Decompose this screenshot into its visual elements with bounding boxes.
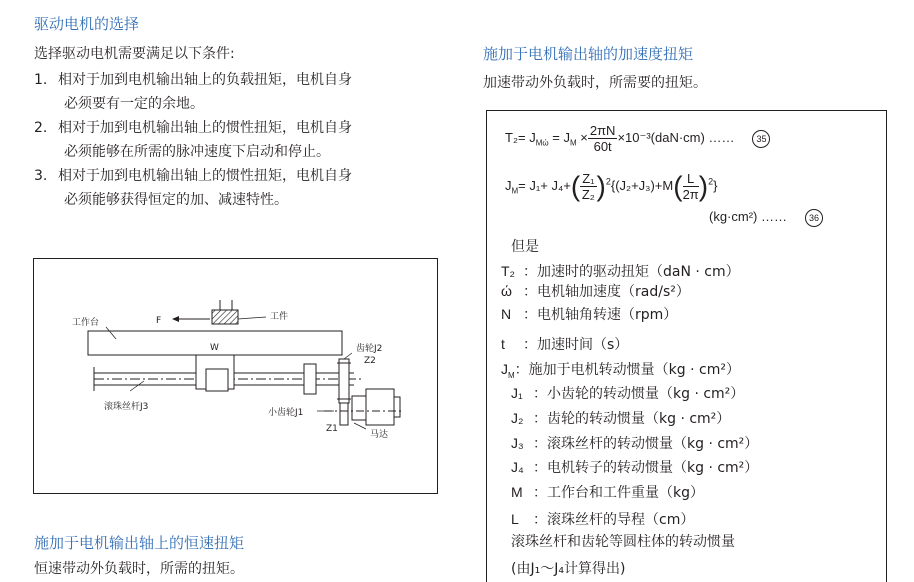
def-symbol-wrap xyxy=(501,361,515,380)
item-text: 相对于加到电机输出轴上的负载扭矩，电机自身 xyxy=(58,72,352,88)
f1-tail: ×10⁻³(daN·cm) …… xyxy=(617,129,735,145)
def-symbol: N xyxy=(501,306,512,322)
equation-number-36: 36 xyxy=(805,209,823,227)
def-text: ：小齿轮的转动惯量（kg · cm²） xyxy=(533,386,745,402)
item-number: 2. xyxy=(34,120,48,136)
def-n xyxy=(501,304,677,324)
diagram-svg xyxy=(34,259,437,493)
item-number: 3. xyxy=(34,168,48,184)
f1-lhs: T₂= J xyxy=(505,129,536,145)
f1-mid-sub: M xyxy=(569,138,577,148)
f2-unit: (kg·cm²) …… xyxy=(709,209,787,224)
def-m xyxy=(511,482,704,502)
list-item xyxy=(34,68,454,116)
def-text: ：加速时的驱动扭矩（daN · cm） xyxy=(523,264,740,280)
conditions-list xyxy=(34,68,454,212)
def-t2 xyxy=(501,261,740,281)
def-text: ：施加于电机转动惯量（kg · cm²） xyxy=(514,362,740,378)
section-heading-constant-torque: 施加于电机输出轴上的恒速扭矩 xyxy=(34,534,245,552)
f2-z-den: Z₂ xyxy=(581,187,595,202)
f2-lhs-sub: M xyxy=(511,186,519,196)
f2-close: } xyxy=(713,177,718,193)
label-gear-j2: 齿轮J2 xyxy=(356,344,383,354)
def-symbol: J₄ xyxy=(511,459,524,475)
def-symbol: J xyxy=(501,361,508,377)
f2-sq: 2 xyxy=(605,176,611,187)
def-text: ：加速时间（s） xyxy=(523,337,629,353)
intro-text: 选择驱动电机需要满足以下条件: xyxy=(34,46,235,62)
footer-note-2: (由J₁～J₄计算得出) xyxy=(511,561,626,577)
equation-number-35: 35 xyxy=(752,130,770,148)
motor-shape xyxy=(366,389,394,425)
def-text: ：滚珠丝杆的导程（cm） xyxy=(533,512,695,528)
f1-frac-den: 60t xyxy=(593,139,612,154)
def-symbol: T₂ xyxy=(501,263,515,279)
label-weight: W xyxy=(210,343,219,353)
def-text: ：工作台和工件重量（kg） xyxy=(533,485,704,501)
def-text: ：电机轴加速度（rad/s²） xyxy=(523,284,690,300)
formula-35 xyxy=(505,123,770,154)
label-motor: 马达 xyxy=(370,430,389,440)
def-j1 xyxy=(511,383,744,403)
label-worktable: 工作台 xyxy=(72,318,100,328)
def-l xyxy=(511,509,694,529)
f1-lhs-sub: M xyxy=(535,138,543,148)
item-text-cont: 必须能够获得恒定的加、减速特性。 xyxy=(64,192,288,208)
def-symbol: L xyxy=(511,511,519,527)
label-z1: Z1 xyxy=(326,424,338,434)
def-text: ：电机轴角转速（rpm） xyxy=(523,307,678,323)
item-text: 相对于加到电机输出轴上的惯性扭矩，电机自身 xyxy=(58,168,352,184)
mechanism-diagram xyxy=(33,258,438,494)
item-text-cont: 必须要有一定的余地。 xyxy=(64,96,204,112)
def-jm xyxy=(501,359,740,380)
def-symbol-sub: M xyxy=(508,370,515,380)
f1-fraction xyxy=(588,123,618,154)
f2-sq2: 2 xyxy=(708,176,714,187)
label-small-gear: 小齿轮J1 xyxy=(268,408,304,418)
workpiece-shape xyxy=(212,310,238,324)
item-text-cont: 必须能够在所需的脉冲速度下启动和停止。 xyxy=(64,144,330,160)
def-t xyxy=(501,334,628,354)
formula-36-unit xyxy=(709,209,823,227)
def-j4 xyxy=(511,457,758,477)
f2-eq: = J₁+ J₄+ xyxy=(518,177,571,193)
list-item xyxy=(34,164,454,212)
def-symbol: ώ xyxy=(501,283,512,299)
but-label: 但是 xyxy=(511,239,539,255)
def-symbol: t xyxy=(501,336,505,352)
formula-box xyxy=(486,110,887,582)
def-j3 xyxy=(511,433,758,453)
def-symbol: J₂ xyxy=(511,410,524,426)
def-omega xyxy=(501,281,690,301)
label-z2: Z2 xyxy=(364,356,376,366)
f2-z-num: Z₁ xyxy=(582,171,595,186)
f1-times: × xyxy=(580,129,588,145)
def-symbol: M xyxy=(511,484,523,500)
section-heading-motor-selection: 驱动电机的选择 xyxy=(34,15,140,33)
list-item xyxy=(34,116,454,164)
f2-z-fraction xyxy=(580,171,596,202)
f1-omega: ώ xyxy=(542,138,549,148)
def-j2 xyxy=(511,408,730,428)
accel-torque-text: 加速带动外负载时，所需要的扭矩。 xyxy=(483,75,707,91)
def-symbol: J₃ xyxy=(511,435,524,451)
f1-mid: = J xyxy=(548,129,570,145)
section-heading-accel-torque: 施加于电机输出轴的加速度扭矩 xyxy=(483,45,694,63)
def-text: ：齿轮的转动惯量（kg · cm²） xyxy=(533,411,731,427)
def-symbol: J₁ xyxy=(511,385,523,401)
constant-torque-text: 恒速带动外负载时，所需的扭矩。 xyxy=(34,561,244,577)
label-force: F xyxy=(156,316,162,326)
item-number: 1. xyxy=(34,72,48,88)
f2-l-num: L xyxy=(683,171,699,187)
label-ballscrew: 滚珠丝杆J3 xyxy=(104,402,149,412)
def-text: ：电机转子的转动惯量（kg · cm²） xyxy=(533,460,759,476)
formula-36: $J_M= J_1+ J_4+$( $\frac{\text{Z₁}}{\text{Z₂}}$ )$^2${(J₂+J₃)+M( $\frac{L}{2\pi}$ )$^2$} xyxy=(505,170,718,202)
f2-brace-mid: {(J₂+J₃)+M xyxy=(610,177,674,193)
f2-l-fraction xyxy=(683,171,699,202)
label-workpiece: 工件 xyxy=(270,312,289,322)
footer-note: 滚珠丝杆和齿轮等圆柱体的转动惯量 xyxy=(511,534,735,550)
f2-l-den: 2π xyxy=(682,187,699,202)
f1-frac-num: 2πN xyxy=(589,123,616,138)
item-text: 相对于加到电机输出轴上的惯性扭矩，电机自身 xyxy=(58,120,352,136)
def-text: ：滚珠丝杆的转动惯量（kg · cm²） xyxy=(533,436,759,452)
f2-lhs: J xyxy=(505,177,512,193)
